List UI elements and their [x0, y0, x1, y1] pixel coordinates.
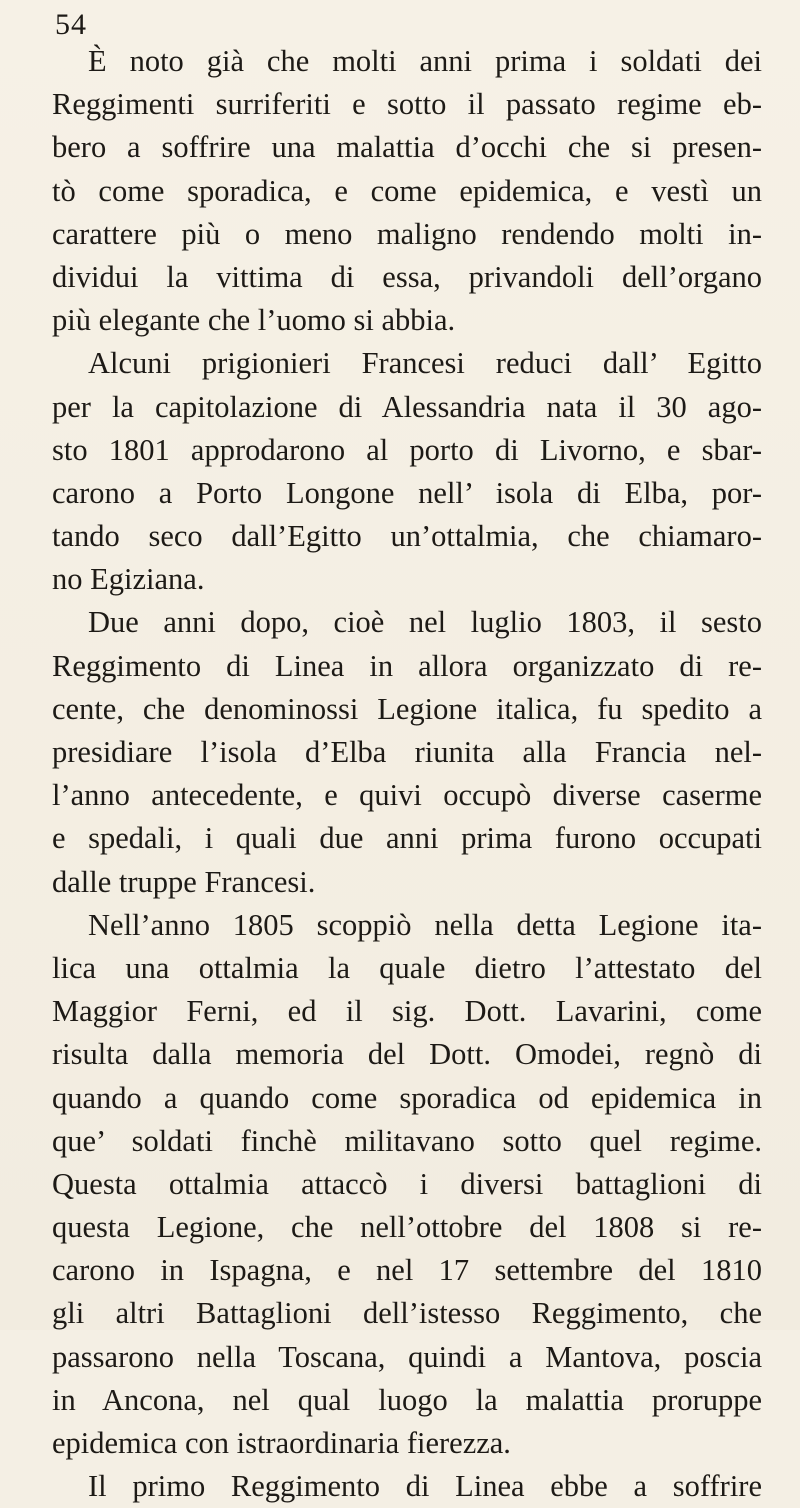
- text-line: per la capitolazione di Alessandria nata il 30 ago-: [52, 389, 762, 424]
- page-number: 54: [55, 8, 87, 41]
- text-line: carattere più o meno maligno rendendo molti in-: [52, 216, 762, 251]
- text-line: tò come sporadica, e come epidemica, e vestì un: [52, 173, 762, 208]
- text-line: Il primo Reggimento di Linea ebbe a soffrire: [88, 1469, 762, 1504]
- text-line: Reggimento di Linea in allora organizzato di re-: [52, 648, 762, 683]
- text-line: Alcuni prigionieri Francesi reduci dall’ Egitto: [88, 346, 762, 381]
- text-line: Nell’anno 1805 scoppiò nella detta Legione ita-: [88, 907, 762, 942]
- text-line: que’ soldati finchè militavano sotto quel regime.: [52, 1123, 762, 1158]
- text-line: bero a soffrire una malattia d’occhi che si presen-: [52, 130, 762, 165]
- text-line: Questa ottalmia attaccò i diversi battaglioni di: [52, 1166, 762, 1201]
- text-line: dividui la vittima di essa, privandoli dell’organo: [52, 259, 762, 294]
- text-line: lica una ottalmia la quale dietro l’attestato del: [52, 950, 762, 985]
- text-line: dalle truppe Francesi.: [52, 864, 316, 899]
- text-line: questa Legione, che nell’ottobre del 1808 si re-: [52, 1210, 762, 1245]
- text-line: tando seco dall’Egitto un’ottalmia, che chiamaro-: [52, 519, 762, 554]
- text-line: È noto già che molti anni prima i soldati dei: [88, 44, 762, 78]
- text-line: risulta dalla memoria del Dott. Omodei, regnò di: [52, 1037, 762, 1072]
- text-line: epidemica con istraordinaria fierezza.: [52, 1426, 511, 1460]
- body-text: [52, 40, 762, 1508]
- text-line: presidiare l’isola d’Elba riunita alla Francia nel-: [52, 735, 762, 769]
- text-line: no Egiziana.: [52, 562, 205, 597]
- text-line: Due anni dopo, cioè nel luglio 1803, il sesto: [88, 605, 762, 640]
- paragraph-2: [52, 342, 762, 601]
- text-line: passarono nella Toscana, quindi a Mantova, poscia: [52, 1339, 762, 1374]
- text-line: Maggior Ferni, ed il sig. Dott. Lavarini, come: [52, 994, 762, 1029]
- text-line: l’anno antecedente, e quivi occupò diverse caserme: [52, 778, 762, 813]
- text-line: in Ancona, nel qual luogo la malattia proruppe: [52, 1382, 762, 1417]
- text-line: quando a quando come sporadica od epidemica in: [52, 1080, 762, 1115]
- text-line: gli altri Battaglioni dell’istesso Reggimento, che: [52, 1296, 762, 1331]
- text-line: cente, che denominossi Legione italica, fu spedito a: [52, 691, 762, 726]
- text-line: più elegante che l’uomo si abbia.: [52, 303, 456, 338]
- paragraph-4: [52, 904, 762, 1465]
- text-line: e spedali, i quali due anni prima furono occupati: [52, 821, 762, 856]
- paragraph-5: [52, 1465, 762, 1508]
- paragraph-1: [52, 40, 762, 342]
- text-line: Reggimenti surriferiti e sotto il passato regime eb-: [52, 87, 762, 122]
- text-line: carono in Ispagna, e nel 17 settembre del 1810: [52, 1253, 762, 1288]
- paragraph-3: [52, 601, 762, 903]
- text-line: carono a Porto Longone nell’ isola di Elba, por-: [52, 475, 762, 510]
- text-line: sto 1801 approdarono al porto di Livorno, e sbar-: [52, 432, 762, 467]
